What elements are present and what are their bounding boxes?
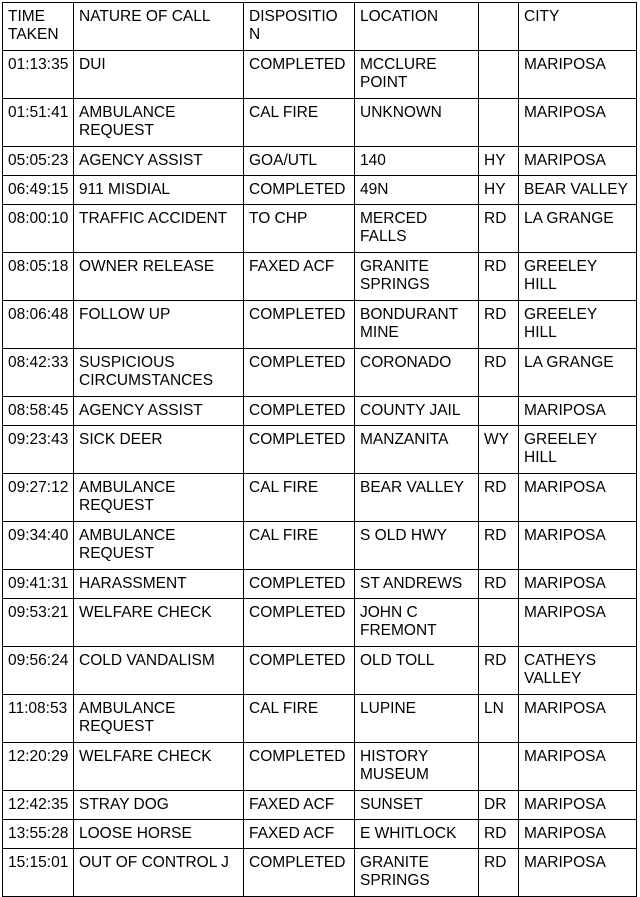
table-row (3, 99, 637, 147)
table-row (3, 570, 637, 599)
cell-disposition: COMPLETED (244, 51, 355, 99)
cell-location: MCCLURE POINT (355, 51, 479, 99)
cell-city: MARIPOSA (519, 147, 637, 176)
table-row (3, 426, 637, 474)
cell-disposition: FAXED ACF (244, 791, 355, 820)
table-row (3, 176, 637, 205)
cell-city: BEAR VALLEY (519, 176, 637, 205)
cell-location: HISTORY MUSEUM (355, 743, 479, 791)
cell-nature-of-call: FOLLOW UP (74, 301, 244, 349)
cell-street-suffix: RD (479, 849, 519, 897)
cell-time-taken: 05:05:23 (3, 147, 74, 176)
cell-street-suffix: RD (479, 301, 519, 349)
header-row (3, 3, 637, 51)
header-nature-of-call: NATURE OF CALL (74, 3, 244, 51)
cell-location: ST ANDREWS (355, 570, 479, 599)
table-header (3, 3, 637, 51)
table-row (3, 743, 637, 791)
cell-nature-of-call: AMBULANCE REQUEST (74, 695, 244, 743)
cell-location: LUPINE (355, 695, 479, 743)
cell-city: MARIPOSA (519, 570, 637, 599)
cell-city: MARIPOSA (519, 474, 637, 522)
table-row (3, 695, 637, 743)
cell-time-taken: 12:42:35 (3, 791, 74, 820)
cell-street-suffix: HY (479, 176, 519, 205)
cell-disposition: FAXED ACF (244, 820, 355, 849)
cell-city: MARIPOSA (519, 99, 637, 147)
cell-location: MERCED FALLS (355, 205, 479, 253)
cell-street-suffix: RD (479, 647, 519, 695)
cell-nature-of-call: SICK DEER (74, 426, 244, 474)
cell-street-suffix: DR (479, 791, 519, 820)
cell-nature-of-call: COLD VANDALISM (74, 647, 244, 695)
header-disposition: DISPOSITIO N (244, 3, 355, 51)
cell-time-taken: 15:15:01 (3, 849, 74, 897)
cell-street-suffix: RD (479, 253, 519, 301)
cell-disposition: CAL FIRE (244, 522, 355, 570)
cell-street-suffix (479, 99, 519, 147)
cell-time-taken: 01:51:41 (3, 99, 74, 147)
table-row (3, 820, 637, 849)
cell-city: MARIPOSA (519, 849, 637, 897)
cell-time-taken: 09:53:21 (3, 599, 74, 647)
cell-street-suffix: RD (479, 205, 519, 253)
cell-city: MARIPOSA (519, 791, 637, 820)
table-row (3, 349, 637, 397)
cell-time-taken: 06:49:15 (3, 176, 74, 205)
cell-time-taken: 08:42:33 (3, 349, 74, 397)
cell-location: MANZANITA (355, 426, 479, 474)
cell-city: LA GRANGE (519, 349, 637, 397)
cell-city: LA GRANGE (519, 205, 637, 253)
cell-city: MARIPOSA (519, 51, 637, 99)
cell-city: GREELEY HILL (519, 301, 637, 349)
header-street-suffix (479, 3, 519, 51)
header-city: CITY (519, 3, 637, 51)
cell-nature-of-call: DUI (74, 51, 244, 99)
cell-nature-of-call: HARASSMENT (74, 570, 244, 599)
cell-nature-of-call: OUT OF CONTROL J (74, 849, 244, 897)
cell-city: GREELEY HILL (519, 253, 637, 301)
cell-disposition: COMPLETED (244, 349, 355, 397)
cell-location: 49N (355, 176, 479, 205)
cell-street-suffix: RD (479, 820, 519, 849)
cell-street-suffix (479, 599, 519, 647)
header-time-taken: TIME TAKEN (3, 3, 74, 51)
cell-nature-of-call: AMBULANCE REQUEST (74, 99, 244, 147)
cell-location: S OLD HWY (355, 522, 479, 570)
cell-time-taken: 08:00:10 (3, 205, 74, 253)
cell-time-taken: 11:08:53 (3, 695, 74, 743)
cell-time-taken: 08:06:48 (3, 301, 74, 349)
cell-street-suffix: RD (479, 349, 519, 397)
cell-city: MARIPOSA (519, 397, 637, 426)
cell-street-suffix: LN (479, 695, 519, 743)
cell-location: GRANITE SPRINGS (355, 253, 479, 301)
cell-nature-of-call: AGENCY ASSIST (74, 147, 244, 176)
cell-city: MARIPOSA (519, 820, 637, 849)
cell-time-taken: 12:20:29 (3, 743, 74, 791)
cell-disposition: COMPLETED (244, 570, 355, 599)
cell-nature-of-call: TRAFFIC ACCIDENT (74, 205, 244, 253)
cell-street-suffix: RD (479, 522, 519, 570)
cell-nature-of-call: OWNER RELEASE (74, 253, 244, 301)
cell-city: MARIPOSA (519, 599, 637, 647)
cell-city: GREELEY HILL (519, 426, 637, 474)
cell-nature-of-call: 911 MISDIAL (74, 176, 244, 205)
cell-disposition: CAL FIRE (244, 695, 355, 743)
table-row (3, 51, 637, 99)
cell-street-suffix: HY (479, 147, 519, 176)
cell-time-taken: 09:27:12 (3, 474, 74, 522)
table-row (3, 253, 637, 301)
cell-time-taken: 13:55:28 (3, 820, 74, 849)
cell-location: BEAR VALLEY (355, 474, 479, 522)
table-row (3, 791, 637, 820)
cell-location: UNKNOWN (355, 99, 479, 147)
cell-street-suffix: RD (479, 570, 519, 599)
cell-nature-of-call: SUSPICIOUS CIRCUMSTANCES (74, 349, 244, 397)
cell-time-taken: 01:13:35 (3, 51, 74, 99)
cell-nature-of-call: AMBULANCE REQUEST (74, 522, 244, 570)
cell-time-taken: 09:41:31 (3, 570, 74, 599)
cell-city: MARIPOSA (519, 522, 637, 570)
cell-time-taken: 09:34:40 (3, 522, 74, 570)
cell-nature-of-call: STRAY DOG (74, 791, 244, 820)
cell-time-taken: 09:23:43 (3, 426, 74, 474)
table-row (3, 647, 637, 695)
cell-city: MARIPOSA (519, 695, 637, 743)
cell-disposition: CAL FIRE (244, 474, 355, 522)
cell-disposition: FAXED ACF (244, 253, 355, 301)
cell-location: JOHN C FREMONT (355, 599, 479, 647)
cell-city: MARIPOSA (519, 743, 637, 791)
header-location: LOCATION (355, 3, 479, 51)
cell-disposition: COMPLETED (244, 849, 355, 897)
table-row (3, 301, 637, 349)
cell-nature-of-call: AMBULANCE REQUEST (74, 474, 244, 522)
cell-disposition: COMPLETED (244, 301, 355, 349)
cell-nature-of-call: WELFARE CHECK (74, 599, 244, 647)
cell-disposition: COMPLETED (244, 743, 355, 791)
cell-location: OLD TOLL (355, 647, 479, 695)
cell-nature-of-call: WELFARE CHECK (74, 743, 244, 791)
cell-location: CORONADO (355, 349, 479, 397)
table-row (3, 147, 637, 176)
cell-time-taken: 09:56:24 (3, 647, 74, 695)
cell-disposition: GOA/UTL (244, 147, 355, 176)
table-row (3, 599, 637, 647)
cell-nature-of-call: LOOSE HORSE (74, 820, 244, 849)
cell-city: CATHEYS VALLEY (519, 647, 637, 695)
cell-location: GRANITE SPRINGS (355, 849, 479, 897)
cell-location: 140 (355, 147, 479, 176)
cell-street-suffix (479, 51, 519, 99)
table-row (3, 397, 637, 426)
cell-nature-of-call: AGENCY ASSIST (74, 397, 244, 426)
table-row (3, 849, 637, 897)
table-row (3, 522, 637, 570)
cell-street-suffix: WY (479, 426, 519, 474)
table-row (3, 205, 637, 253)
cell-location: SUNSET (355, 791, 479, 820)
cell-street-suffix (479, 743, 519, 791)
cell-disposition: COMPLETED (244, 647, 355, 695)
call-log-table (2, 2, 637, 897)
cell-time-taken: 08:05:18 (3, 253, 74, 301)
cell-disposition: COMPLETED (244, 599, 355, 647)
cell-location: COUNTY JAIL (355, 397, 479, 426)
cell-street-suffix: RD (479, 474, 519, 522)
table-body (3, 51, 637, 897)
cell-location: BONDURANT MINE (355, 301, 479, 349)
cell-disposition: COMPLETED (244, 176, 355, 205)
cell-disposition: COMPLETED (244, 397, 355, 426)
table-row (3, 474, 637, 522)
cell-location: E WHITLOCK (355, 820, 479, 849)
cell-disposition: TO CHP (244, 205, 355, 253)
cell-disposition: COMPLETED (244, 426, 355, 474)
cell-time-taken: 08:58:45 (3, 397, 74, 426)
cell-disposition: CAL FIRE (244, 99, 355, 147)
cell-street-suffix (479, 397, 519, 426)
